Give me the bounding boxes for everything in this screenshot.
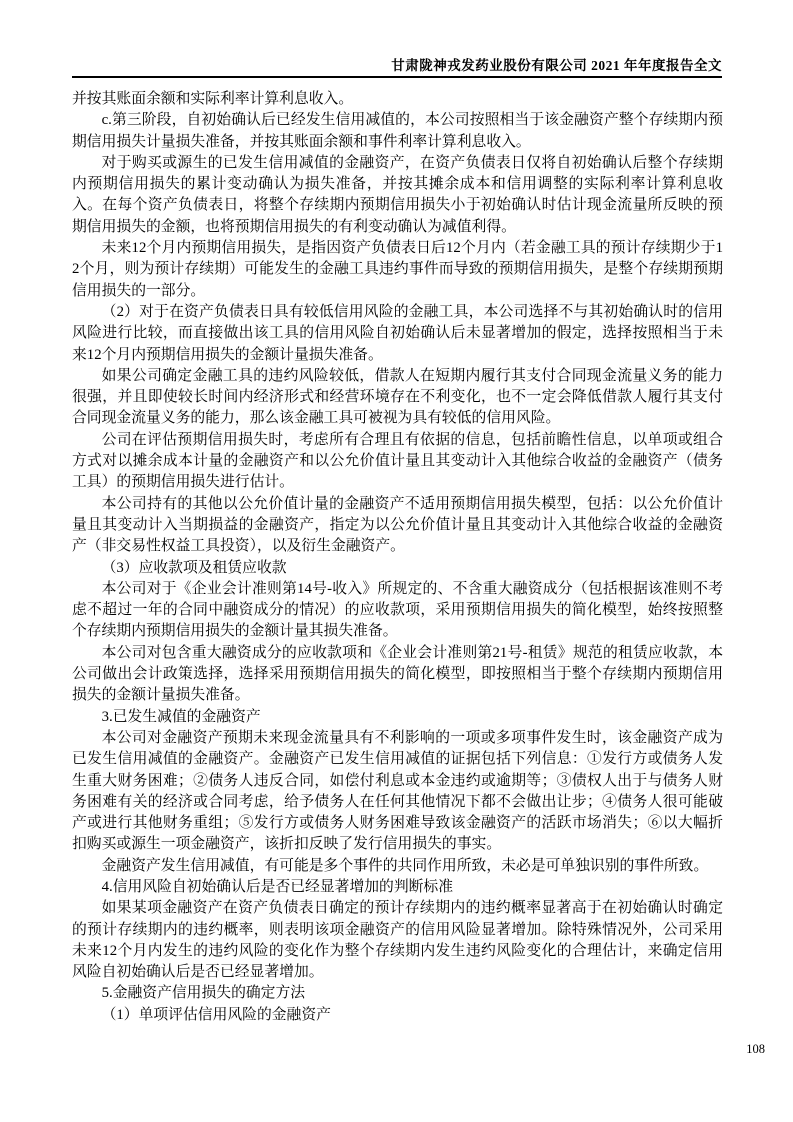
paragraph: 本公司对包含重大融资成分的应收款项和《企业会计准则第21号-租赁》规范的租赁应收款，本公司做出会计政策选择，选择采用预期信用损失的简化模型，即按照相当于整个存续期内预期信用损失的金额计量损失准备。 [72,644,723,704]
paragraph: 5.金融资产信用损失的确定方法 [101,985,306,1002]
paragraph: （3）应收款项及租赁应收款 [101,559,287,576]
report-header-title: 甘肃陇神戎发药业股份有限公司 2021 年年度报告全文 [391,58,722,73]
paragraph: 公司在评估预期信用损失时，考虑所有合理且有依据的信息，包括前瞻性信息，以单项或组合方式对以摊余成本计量的金融资产和以公允价值计量且其变动计入其他综合收益的金融资产（债务工具）的预期信用损失进行估计。 [72,431,723,491]
paragraph: 本公司对金融资产预期未来现金流量具有不利影响的一项或多项事件发生时，该金融资产成为已发生信用减值的金融资产。金融资产已发生信用减值的证据包括下列信息：①发行方或债务人发生重大财务困难；②债务人违反合同，如偿付利息或本金违约或逾期等；③债权人出于与债务人财务困难有关的经济或合同考虑，给予债务人在任何其他情况下都不会做出让步；④债务人很可能破产或进行其他财务重组；⑤发行方或债务人财务困难导致该金融资产的活跃市场消失；⑥以大幅折扣购买或源生一项金融资产，该折扣反映了发行信用损失的事实。 [72,729,723,853]
paragraph: 如果某项金融资产在资产负债表日确定的预计存续期内的违约概率显著高于在初始确认时确定的预计存续期内的违约概率，则表明该项金融资产的信用风险显著增加。除特殊情况外，公司采用未来12个月内发生的违约风险的变化作为整个存续期内发生违约风险变化的合理估计，来确定信用风险自初始确认后是否已经显著增加。 [72,900,723,981]
paragraph: 未来12个月内预期信用损失，是指因资产负债表日后12个月内（若金融工具的预计存续期少于12个月，则为预计存续期）可能发生的金融工具违约事件而导致的预期信用损失，是整个存续期预期信用损失的一部分。 [72,240,723,299]
paragraph: 本公司持有的其他以公允价值计量的金融资产不适用预期信用损失模型，包括：以公允价值计量且其变动计入当期损益的金融资产，指定为以公允价值计量且其变动计入其他综合收益的金融资产（非交易性权益工具投资），以及衍生金融资产。 [72,495,723,555]
paragraph: （2）对于在资产负债表日具有较低信用风险的金融工具，本公司选择不与其初始确认时的信用风险进行比较，而直接做出该工具的信用风险自初始确认后未显著增加的假定，选择按照相当于未来12个月内预期信用损失的金额计量损失准备。 [72,303,723,363]
document-body [72,89,723,1026]
paragraph: 4.信用风险自初始确认后是否已经显著增加的判断标准 [101,878,454,895]
paragraph: 对于购买或源生的已发生信用减值的金融资产，在资产负债表日仅将自初始确认后整个存续期内预期信用损失的累计变动确认为损失准备，并按其摊余成本和信用调整的实际利率计算利息收入。在每个资产负债表日，将整个存续期内预期信用损失小于初始确认时估计现金流量所反映的预期信用损失的金额，也将预期信用损失的有利变动确认为减值利得。 [72,154,723,235]
paragraph: 3.已发生减值的金融资产 [101,708,261,725]
page-number: 108 [746,1042,765,1056]
header-divider [72,76,722,78]
paragraph: 本公司对于《企业会计准则第14号-收入》所规定的、不含重大融资成分（包括根据该准则不考虑不超过一年的合同中融资成分的情况）的应收款项，采用预期信用损失的简化模型，始终按照整个存续期内预期信用损失的金额计量其损失准备。 [72,580,723,640]
paragraph: 并按其账面余额和实际利率计算利息收入。 [72,91,354,107]
paragraph: 金融资产发生信用减值，有可能是多个事件的共同作用所致，未必是可单独识别的事件所致。 [101,857,709,874]
paragraph: c.第三阶段，自初始确认后已经发生信用减值的，本公司按照相当于该金融资产整个存续期内预期信用损失计量损失准备，并按其账面余额和事件利率计算利息收入。 [72,112,723,150]
paragraph: （1）单项评估信用风险的金融资产 [101,1006,331,1023]
paragraph: 如果公司确定金融工具的违约风险较低，借款人在短期内履行其支付合同现金流量义务的能力很强，并且即使较长时间内经济形式和经营环境存在不利变化，也不一定会降低借款人履行其支付合同现金流量义务的能力，那么该金融工具可被视为具有较低的信用风险。 [72,367,723,427]
